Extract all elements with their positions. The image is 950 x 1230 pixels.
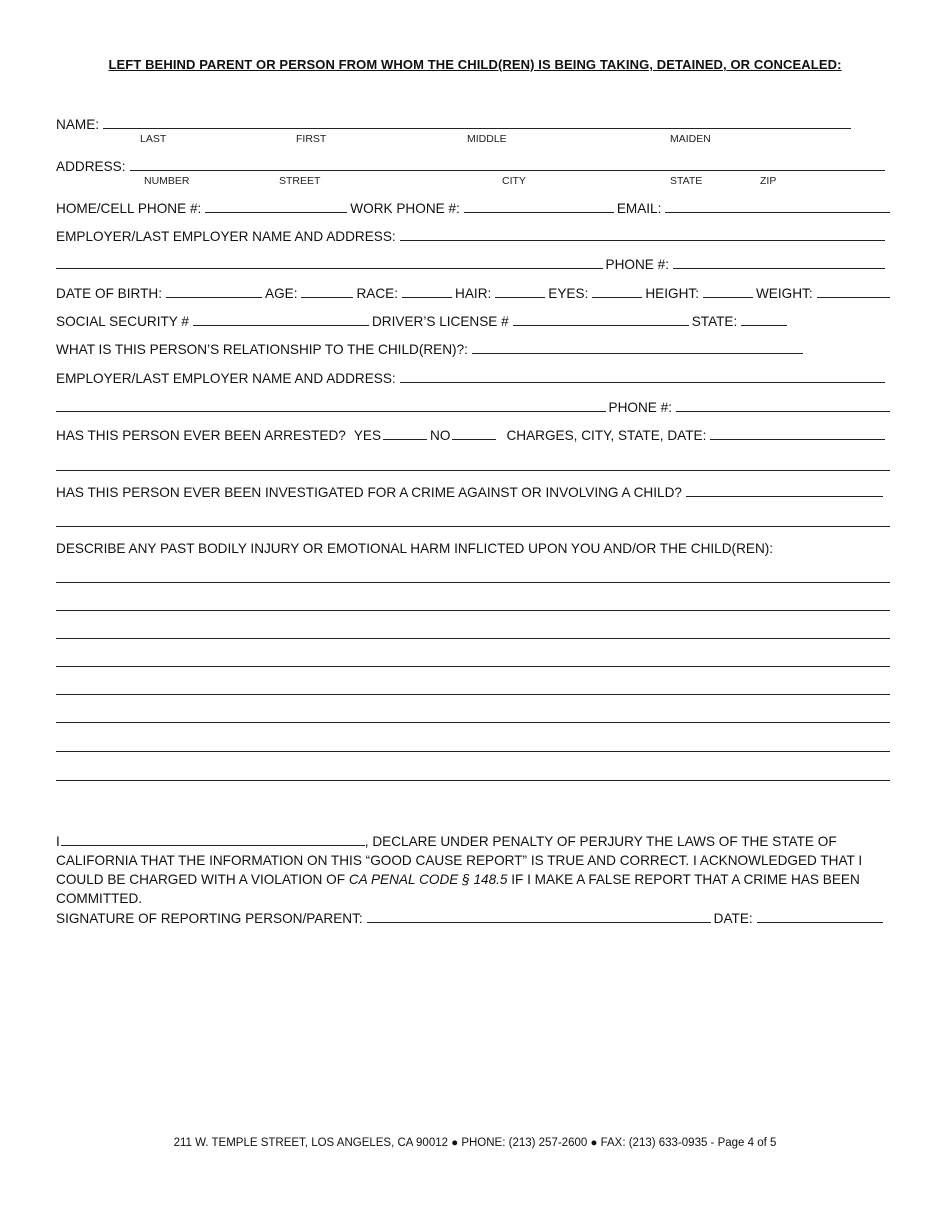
- employer1-phone-field[interactable]: [673, 254, 885, 269]
- dl-label: DRIVER’S LICENSE #: [371, 314, 509, 329]
- penal-code-reference: CA PENAL CODE § 148.5: [348, 872, 508, 887]
- arrested-row: [56, 423, 888, 443]
- height-label: HEIGHT:: [645, 286, 699, 301]
- investigated-row: [56, 480, 886, 500]
- ssn-label: SOCIAL SECURITY #: [56, 314, 189, 329]
- declaration-text-2: IF I MAKE A FALSE REPORT THAT A CRIME HAS BEEN COMMITTED.: [56, 872, 860, 906]
- describe-row: [56, 536, 893, 556]
- name-label: NAME:: [56, 117, 100, 132]
- arrested-no-field[interactable]: [452, 425, 496, 440]
- hair-field[interactable]: [495, 283, 545, 298]
- address-sub-street: STREET: [279, 175, 321, 187]
- name-sub-maiden: MAIDEN: [670, 133, 711, 145]
- id-row: [56, 309, 790, 329]
- race-label: RACE:: [356, 286, 399, 301]
- address-sub-city: CITY: [502, 175, 526, 187]
- signature-row: [56, 906, 886, 926]
- name-row: [56, 112, 854, 132]
- name-sub-first: FIRST: [296, 133, 327, 145]
- describe-line-6[interactable]: [56, 722, 890, 723]
- weight-field[interactable]: [817, 283, 890, 298]
- employer1-row: [56, 224, 888, 244]
- describe-line-1[interactable]: [56, 582, 890, 583]
- employer1-label: EMPLOYER/LAST EMPLOYER NAME AND ADDRESS:: [56, 229, 396, 244]
- employer2-field[interactable]: [400, 368, 885, 383]
- age-field[interactable]: [301, 283, 353, 298]
- hair-label: HAIR:: [455, 286, 492, 301]
- investigated-continuation-line[interactable]: [56, 526, 890, 527]
- signature-field[interactable]: [367, 908, 711, 923]
- state-field[interactable]: [741, 311, 787, 326]
- charges-label: CHARGES, CITY, STATE, DATE:: [506, 428, 707, 443]
- physical-row: [56, 281, 893, 301]
- employer2-phone-field[interactable]: [676, 397, 890, 412]
- describe-line-7[interactable]: [56, 751, 890, 752]
- name-field[interactable]: [103, 114, 851, 129]
- form-title: LEFT BEHIND PARENT OR PERSON FROM WHOM THE CHILD(REN) IS BEING TAKING, DETAINED, OR CONCEALED:: [108, 57, 842, 72]
- address-row: [56, 154, 888, 174]
- arrested-no-label: NO: [430, 428, 451, 443]
- age-label: AGE:: [265, 286, 298, 301]
- race-field[interactable]: [402, 283, 452, 298]
- address-label: ADDRESS:: [56, 159, 126, 174]
- phone-row: [56, 196, 893, 216]
- describe-line-8[interactable]: [56, 780, 890, 781]
- employer1-field[interactable]: [400, 226, 885, 241]
- address-sub-state: STATE: [670, 175, 703, 187]
- eyes-field[interactable]: [592, 283, 642, 298]
- employer2-label: EMPLOYER/LAST EMPLOYER NAME AND ADDRESS:: [56, 371, 396, 386]
- address-sub-zip: ZIP: [760, 175, 777, 187]
- dob-label: DATE OF BIRTH:: [56, 286, 162, 301]
- investigated-field[interactable]: [686, 482, 883, 497]
- declaration-paragraph: [56, 832, 896, 908]
- work-phone-field[interactable]: [464, 198, 614, 213]
- arrested-label: HAS THIS PERSON EVER BEEN ARRESTED?: [56, 428, 346, 443]
- declaration-text-1: , DECLARE UNDER PENALTY OF PERJURY THE LAWS OF THE STATE OF CALIFORNIA THAT THE INFORMATION ON THIS “GOOD CAUSE REPORT” IS TRUE AND CORRECT. I ACKNOWLEDGED THAT I COULD BE CHARGED WITH A VIOLATION OF: [56, 834, 863, 887]
- email-label: EMAIL:: [616, 201, 662, 216]
- investigated-label: HAS THIS PERSON EVER BEEN INVESTIGATED FOR A CRIME AGAINST OR INVOLVING A CHILD?: [56, 485, 682, 500]
- charges-field[interactable]: [710, 425, 885, 440]
- describe-line-2[interactable]: [56, 610, 890, 611]
- ssn-field[interactable]: [193, 311, 369, 326]
- employer1-phone-row: [56, 252, 888, 272]
- dl-field[interactable]: [513, 311, 689, 326]
- height-field[interactable]: [703, 283, 753, 298]
- employer1-address-field[interactable]: [56, 254, 603, 269]
- employer2-phone-row: [56, 395, 893, 415]
- relationship-label: WHAT IS THIS PERSON’S RELATIONSHIP TO THE CHILD(REN)?:: [56, 342, 468, 357]
- date-field[interactable]: [757, 908, 883, 923]
- relationship-field[interactable]: [472, 339, 803, 354]
- relationship-row: [56, 337, 806, 357]
- date-label: DATE:: [713, 911, 753, 926]
- describe-label: DESCRIBE ANY PAST BODILY INJURY OR EMOTIONAL HARM INFLICTED UPON YOU AND/OR THE CHILD(REN):: [56, 541, 774, 556]
- arrested-yes-label: YES: [353, 428, 382, 443]
- describe-line-4[interactable]: [56, 666, 890, 667]
- employer2-row: [56, 366, 888, 386]
- signature-label: SIGNATURE OF REPORTING PERSON/PARENT:: [56, 911, 363, 926]
- declaration-prefix: I: [56, 834, 60, 849]
- state-label: STATE:: [691, 314, 738, 329]
- employer2-address-field[interactable]: [56, 397, 606, 412]
- describe-line-5[interactable]: [56, 694, 890, 695]
- employer1-phone-label: PHONE #:: [605, 257, 669, 272]
- dob-field[interactable]: [166, 283, 262, 298]
- email-field[interactable]: [665, 198, 890, 213]
- address-field[interactable]: [130, 156, 886, 171]
- page-footer: 211 W. TEMPLE STREET, LOS ANGELES, CA 90012 ● PHONE: (213) 257-2600 ● FAX: (213) 633-0935 - Page 4 of 5: [173, 1137, 777, 1149]
- declarant-name-field[interactable]: [61, 833, 365, 846]
- describe-line-3[interactable]: [56, 638, 890, 639]
- name-sub-middle: MIDDLE: [467, 133, 507, 145]
- work-phone-label: WORK PHONE #:: [350, 201, 460, 216]
- name-sub-last: LAST: [140, 133, 167, 145]
- weight-label: WEIGHT:: [755, 286, 813, 301]
- address-sub-number: NUMBER: [144, 175, 190, 187]
- eyes-label: EYES:: [548, 286, 589, 301]
- employer2-phone-label: PHONE #:: [608, 400, 672, 415]
- arrested-yes-field[interactable]: [383, 425, 427, 440]
- home-phone-field[interactable]: [205, 198, 347, 213]
- home-phone-label: HOME/CELL PHONE #:: [56, 201, 202, 216]
- charges-continuation-line[interactable]: [56, 470, 890, 471]
